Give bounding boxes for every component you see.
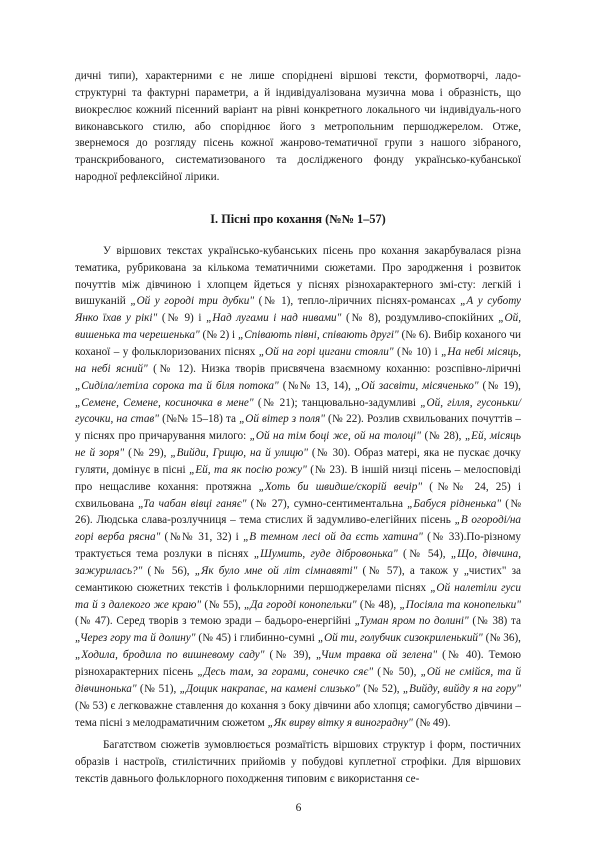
body-text: (№№ 24, 25) і схвильована xyxy=(75,480,521,510)
song-title: „Ой, гілля, гусоньки/гусочки, на став" xyxy=(75,396,522,426)
body-text: (№ 21); танцювально-задумливі xyxy=(253,396,421,409)
body-text: (№№ 31, 32) і xyxy=(160,531,244,544)
song-title: „Вийду, вийду я на гору" xyxy=(402,682,521,695)
song-title: „Вийди, Грицю, на й улицю" xyxy=(170,447,308,460)
song-title: „Сиділа/летіла сорока та й біля потока" xyxy=(75,379,279,392)
body-text: (№ 2) і xyxy=(199,329,238,342)
song-title: „Що, дівчина, зажурилась?" xyxy=(75,548,521,577)
body-text: (№№ 15–18) та xyxy=(158,413,240,426)
song-title: „Ой у городі три дубки" xyxy=(130,295,255,308)
song-title: „Хоть би швидше/скорій вечір" xyxy=(258,480,423,493)
song-title: „Співають півні, співають другі" xyxy=(237,329,399,342)
body-text: (№ 48), xyxy=(356,598,400,611)
body-text: (№ 28), xyxy=(420,430,465,443)
body-text: (№ 6). Вибір коханого чи коханої – у фольклоризованих піснях xyxy=(75,329,521,358)
body-text: (№ 12). Низка творів присвячена взаємному коханню: розспівно-ліричні xyxy=(147,362,521,375)
body-text: (№ 23). В іншій низці пісень – мелосповіді про нещасливе кохання: протяжна xyxy=(75,463,521,493)
song-title: „Чим травка ой зелена" xyxy=(315,649,438,662)
song-title: „А у суботу Янко їхав у рікі" xyxy=(75,295,521,325)
body-text: (№ 52), xyxy=(359,682,403,695)
body-text: (№ 51), xyxy=(136,682,180,695)
song-title: „В темном лесі ой да єсть хатина" xyxy=(243,531,423,544)
body-text: (№ 39), xyxy=(264,649,316,662)
body-text: (№ 29), xyxy=(124,447,171,460)
body-text: (№ 57), а також у „чистих" за семантикою сюжетних текстів і фольклорними першоджерелами піснях xyxy=(75,564,521,594)
song-title: „Посіяла та конопельки" xyxy=(399,598,521,611)
body-text: (№ 10) і xyxy=(393,345,442,358)
body-text: (№ 47). Серед творів з темою зради – бадьоро-енергійні xyxy=(75,615,355,628)
song-title: „Ой, вишенька та черешенька" xyxy=(75,312,521,342)
body-text: (№ 38) та xyxy=(468,615,521,628)
song-title: „Ой ти, голубчик сизокриленький" xyxy=(317,632,483,645)
body-text: (№ 27), сумно-сентиментальна xyxy=(246,497,408,510)
body-text: (№ 9) і xyxy=(157,312,207,325)
song-title: „Ей, та як посію рожу" xyxy=(189,463,307,476)
body-text: (№ 19), xyxy=(478,379,521,392)
body-text: У віршових текстах українсько-кубанських пісень про кохання закарбувалася різна тематика, рубрикована за кількома тематичними сюжетами. Про зародження і розвиток почуттів між дівчиною і хлопцем йдеться у піснях різнохарактерного змі-сту: легкій і вишуканій xyxy=(75,244,521,308)
main-paragraph xyxy=(75,243,521,731)
song-title: „Туман яром по долині" xyxy=(354,615,469,628)
song-title: „Ой на горі цигани стояли" xyxy=(258,345,394,358)
song-title: „Як вирву вітку я виноградну" xyxy=(267,716,413,729)
body-text: (№ 26). Людська слава-розлучниця – тема стислих й задумливо-елегійних пісень xyxy=(75,497,521,527)
section-heading: І. Пісні про кохання (№№ 1–57) xyxy=(210,211,386,226)
song-title: „Через гору та й долину" xyxy=(75,632,196,645)
song-title: „Семене, Семене, косиночка в мене" xyxy=(75,396,254,409)
song-title: „Над лугами і над нивами" xyxy=(206,312,342,325)
song-title: „Ей, місяць не й зоря" xyxy=(75,430,521,460)
song-title: „В огороді/на горі верба рясна" xyxy=(75,514,521,544)
song-title: „Ой на тім боці же, ой на толоці" xyxy=(249,430,421,443)
body-text: (№ 8), роздумливо-спокійних xyxy=(341,312,499,325)
song-title: „Десь там, за горами, сонечко сяє" xyxy=(197,666,374,678)
song-title: „Ой не смійся, та й дівчинонька" xyxy=(75,666,521,695)
body-text: (№ 1), тепло-ліричних піснях-романсах xyxy=(254,295,461,308)
body-text: (№ 45) і глибинно-сумні xyxy=(195,632,318,645)
song-title: „Дощик накрапає, на камені слизько" xyxy=(179,682,360,695)
song-title: „Шумить, гуде дібровонька" xyxy=(253,548,398,561)
last-paragraph: Багатством сюжетів зумовлюється розмаїтість віршових структур і форм, постичних образів і настроїв, стилістичних прийомів у побудові куплетної строфіки. Для віршових текстів давнього фольклорного походження типовим є використання се- xyxy=(75,739,521,786)
body-text: (№ 54), xyxy=(397,548,451,561)
body-text: (№ 33).По-різному трактується тема розлуки в піснях xyxy=(75,531,521,561)
song-title: „Як було мне ой літ сімнавяті" xyxy=(194,564,358,577)
body-text: (№ 40). Темою різнохарактерних пісень xyxy=(75,649,521,678)
song-title: „Да городі конопельки" xyxy=(244,598,357,611)
body-text: (№ 56), xyxy=(142,564,195,577)
body-text: (№№ 13, 14), xyxy=(278,379,355,392)
song-title: „На небі місяць, на небі ясний" xyxy=(75,345,522,375)
song-title: „Ой налетіли гуси та й з далекого же краю" xyxy=(75,581,521,611)
body-text: (№ 36), xyxy=(482,632,521,645)
body-text: (№ 55), xyxy=(201,598,245,611)
body-text: (№ 30). Образ матері, яка не пускає дочку гуляти, домінує в пісні xyxy=(75,447,521,476)
song-title: „Ходила, бродила по вишневому саду" xyxy=(75,649,265,662)
body-text: (№ 49). xyxy=(412,716,451,729)
intro-paragraph: дичні типи), характерними є не лише споріднені віршові тексти, формотворчі, ладо-структурні та фактурні параметри, а й індивідуалізована музична мова і образність, що виокреслює кожний пісенний варіант на рівні конкретного локального чи індивідуаль-ного виконавського стилю, або споріднює його з метропольним першоджерелом. Отже, звернемося до розгляду пісень кожної жанрово-тематичної групи з нашого зібраного, транскрибованого, систематизованого та дослідженого фонду українсько-кубанської народної рефлексійної лірики. xyxy=(75,70,521,184)
body-text: (№ 53) є легковажне ставлення до кохання з боку дівчини або хлопця; самогубство дівчини – тема пісні з мелодраматичним сюжетом xyxy=(75,699,521,729)
page-number: 6 xyxy=(295,802,302,814)
song-title: „Ой засвіти, місяченько" xyxy=(354,379,479,392)
song-title: „Та чабан вівці ганяє" xyxy=(138,497,247,510)
song-title: „Бабуся рідненька" xyxy=(407,497,502,510)
body-text: (№ 22). Розлив схвильованих почуттів – у піснях про причарування милого: xyxy=(75,413,521,443)
page-body xyxy=(75,68,521,788)
song-title: „Ой вітер з поля" xyxy=(239,413,325,426)
body-text: (№ 50), xyxy=(373,666,421,678)
